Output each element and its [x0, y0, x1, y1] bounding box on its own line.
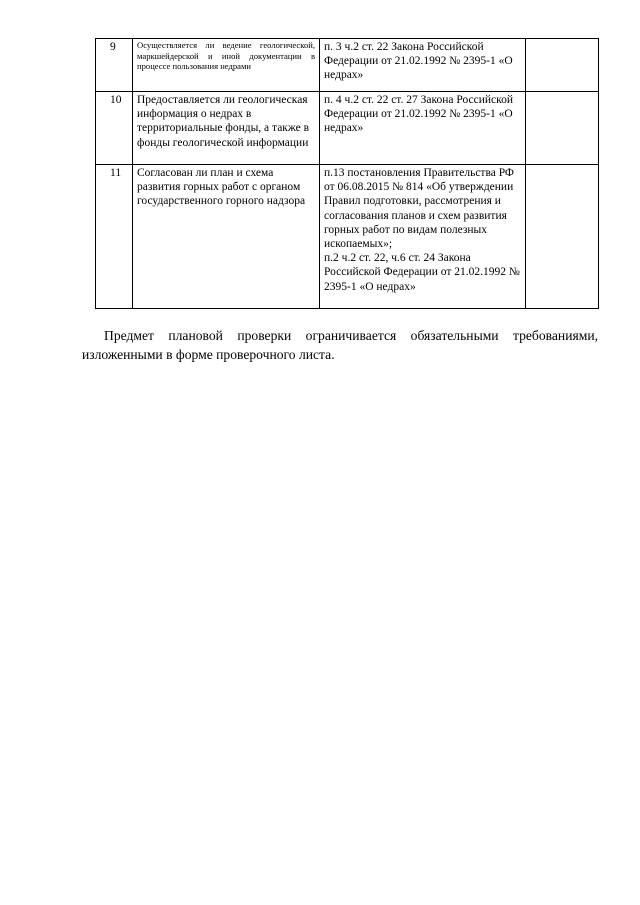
reference-line: п.13 постановления Правительства РФ от 06.08.2015 № 814 «Об утверждении Правил подготовки, рассмотрения и согласования планов и схем развития горных работ по видам полезных ископаемых»; — [324, 167, 514, 251]
row-answer — [526, 39, 599, 92]
row-answer — [526, 92, 599, 165]
row-answer — [526, 165, 599, 309]
reference-line: п. 3 ч.2 ст. 22 Закона Российской Федерации от 21.02.1992 № 2395-1 «О недрах» — [324, 41, 513, 82]
table-row — [96, 92, 599, 165]
row-question: Предоставляется ли геологическая информация о недрах в территориальные фонды, а также в фонды геологической информации — [133, 92, 320, 165]
row-reference — [320, 92, 526, 165]
row-number: 9 — [96, 39, 133, 92]
row-reference — [320, 39, 526, 92]
row-question: Согласован ли план и схема развития горных работ с органом государственного горного надзора — [133, 165, 320, 309]
row-number: 11 — [96, 165, 133, 309]
reference-line: п. 4 ч.2 ст. 22 ст. 27 Закона Российской Федерации от 21.02.1992 № 2395-1 «О недрах» — [324, 94, 514, 135]
row-reference — [320, 165, 526, 309]
row-question: Осуществляется ли ведение геологической, маркшейдерской и иной документации в процессе пользования недрами — [133, 39, 320, 92]
table-row — [96, 165, 599, 309]
table-row — [96, 39, 599, 92]
reference-line: п.2 ч.2 ст. 22, ч.6 ст. 24 Закона Российской Федерации от 21.02.1992 № 2395-1 «О недрах» — [324, 252, 520, 293]
closing-paragraph: Предмет плановой проверки ограничивается обязательными требованиями, изложенными в форме проверочного листа. — [82, 328, 598, 362]
row-number: 10 — [96, 92, 133, 165]
checklist-table — [95, 38, 599, 309]
